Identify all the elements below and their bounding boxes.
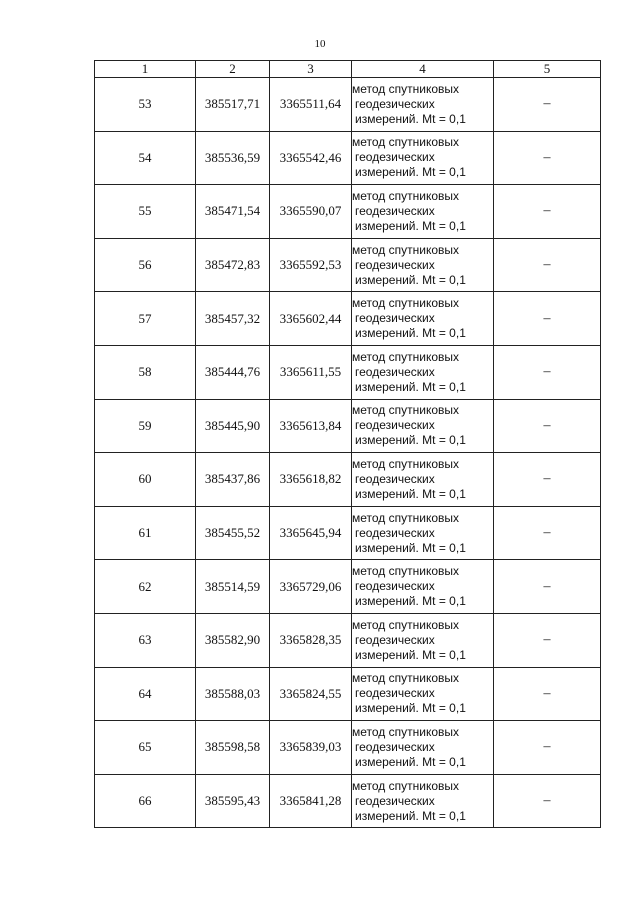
note-cell: –	[494, 453, 601, 507]
method-line: метод спутниковых	[352, 564, 460, 579]
method-line: метод спутниковых	[352, 81, 460, 96]
method-line: геодезических	[355, 739, 435, 754]
x-coordinate-cell: 385588,03	[196, 667, 270, 721]
method-cell	[352, 453, 494, 507]
x-coordinate-cell: 385471,54	[196, 185, 270, 239]
method-cell	[352, 345, 494, 399]
table-row	[95, 506, 601, 560]
note-cell: –	[494, 721, 601, 775]
method-line: метод спутниковых	[352, 296, 460, 311]
x-coordinate-cell: 385514,59	[196, 560, 270, 614]
method-line: метод спутниковых	[352, 456, 460, 471]
method-line: метод спутниковых	[352, 242, 460, 257]
table-body	[95, 78, 601, 828]
y-coordinate-cell: 3365828,35	[270, 613, 352, 667]
note-cell: –	[494, 399, 601, 453]
method-line: геодезических	[355, 311, 435, 326]
method-line: метод спутниковых	[352, 510, 460, 525]
method-line: геодезических	[355, 364, 435, 379]
method-line: геодезических	[355, 579, 435, 594]
x-coordinate-cell: 385472,83	[196, 238, 270, 292]
y-coordinate-cell: 3365839,03	[270, 721, 352, 775]
method-line: геодезических	[355, 793, 435, 808]
point-number-cell: 57	[95, 292, 196, 346]
table-row	[95, 345, 601, 399]
method-line: геодезических	[355, 203, 435, 218]
point-number-cell: 63	[95, 613, 196, 667]
method-cell	[352, 506, 494, 560]
method-cell	[352, 667, 494, 721]
method-line: измерений. Mt = 0,1	[355, 754, 466, 769]
method-line: измерений. Mt = 0,1	[355, 486, 466, 501]
y-coordinate-cell: 3365613,84	[270, 399, 352, 453]
point-number-cell: 54	[95, 131, 196, 185]
method-line: метод спутниковых	[352, 617, 460, 632]
method-line: геодезических	[355, 257, 435, 272]
note-cell: –	[494, 774, 601, 828]
note-cell: –	[494, 613, 601, 667]
table-row	[95, 78, 601, 132]
method-cell	[352, 185, 494, 239]
x-coordinate-cell: 385595,43	[196, 774, 270, 828]
point-number-cell: 66	[95, 774, 196, 828]
page-number: 10	[314, 38, 326, 50]
note-cell: –	[494, 185, 601, 239]
table-row	[95, 238, 601, 292]
y-coordinate-cell: 3365602,44	[270, 292, 352, 346]
x-coordinate-cell: 385455,52	[196, 506, 270, 560]
table-row	[95, 560, 601, 614]
x-coordinate-cell: 385536,59	[196, 131, 270, 185]
table-row	[95, 185, 601, 239]
x-coordinate-cell: 385444,76	[196, 345, 270, 399]
method-line: измерений. Mt = 0,1	[355, 272, 466, 287]
method-line: измерений. Mt = 0,1	[355, 379, 466, 394]
x-coordinate-cell: 385517,71	[196, 78, 270, 132]
point-number-cell: 58	[95, 345, 196, 399]
x-coordinate-cell: 385457,32	[196, 292, 270, 346]
table-row	[95, 292, 601, 346]
method-line: метод спутниковых	[352, 403, 460, 418]
point-number-cell: 61	[95, 506, 196, 560]
method-line: измерений. Mt = 0,1	[355, 326, 466, 341]
y-coordinate-cell: 3365841,28	[270, 774, 352, 828]
method-line: геодезических	[355, 686, 435, 701]
point-number-cell: 64	[95, 667, 196, 721]
method-line: измерений. Mt = 0,1	[355, 218, 466, 233]
method-line: измерений. Mt = 0,1	[355, 540, 466, 555]
method-cell	[352, 560, 494, 614]
x-coordinate-cell: 385437,86	[196, 453, 270, 507]
table-row	[95, 453, 601, 507]
method-line: геодезических	[355, 471, 435, 486]
note-cell: –	[494, 667, 601, 721]
column-header-2: 2	[196, 61, 270, 78]
method-line: измерений. Mt = 0,1	[355, 165, 466, 180]
method-line: геодезических	[355, 96, 435, 111]
table-row	[95, 131, 601, 185]
point-number-cell: 60	[95, 453, 196, 507]
y-coordinate-cell: 3365592,53	[270, 238, 352, 292]
y-coordinate-cell: 3365511,64	[270, 78, 352, 132]
table-row	[95, 613, 601, 667]
method-line: геодезических	[355, 150, 435, 165]
method-line: геодезических	[355, 418, 435, 433]
method-cell	[352, 78, 494, 132]
table-header-row	[95, 61, 601, 78]
point-number-cell: 62	[95, 560, 196, 614]
method-line: измерений. Mt = 0,1	[355, 647, 466, 662]
method-line: метод спутниковых	[352, 349, 460, 364]
table-row	[95, 774, 601, 828]
method-line: геодезических	[355, 632, 435, 647]
x-coordinate-cell: 385445,90	[196, 399, 270, 453]
method-cell	[352, 292, 494, 346]
method-line: метод спутниковых	[352, 671, 460, 686]
column-header-3: 3	[270, 61, 352, 78]
method-line: метод спутниковых	[352, 724, 460, 739]
method-line: метод спутниковых	[352, 778, 460, 793]
point-number-cell: 59	[95, 399, 196, 453]
note-cell: –	[494, 560, 601, 614]
method-cell	[352, 613, 494, 667]
note-cell: –	[494, 131, 601, 185]
note-cell: –	[494, 506, 601, 560]
table-row	[95, 721, 601, 775]
column-header-4: 4	[352, 61, 494, 78]
method-line: измерений. Mt = 0,1	[355, 111, 466, 126]
method-line: измерений. Mt = 0,1	[355, 701, 466, 716]
method-cell	[352, 721, 494, 775]
note-cell: –	[494, 238, 601, 292]
note-cell: –	[494, 345, 601, 399]
method-cell	[352, 238, 494, 292]
point-number-cell: 53	[95, 78, 196, 132]
method-line: измерений. Mt = 0,1	[355, 808, 466, 823]
method-line: измерений. Mt = 0,1	[355, 433, 466, 448]
method-cell	[352, 774, 494, 828]
y-coordinate-cell: 3365729,06	[270, 560, 352, 614]
note-cell: –	[494, 78, 601, 132]
table-row	[95, 667, 601, 721]
x-coordinate-cell: 385598,58	[196, 721, 270, 775]
method-line: метод спутниковых	[352, 188, 460, 203]
method-line: геодезических	[355, 525, 435, 540]
y-coordinate-cell: 3365590,07	[270, 185, 352, 239]
column-header-5: 5	[494, 61, 601, 78]
point-number-cell: 65	[95, 721, 196, 775]
y-coordinate-cell: 3365542,46	[270, 131, 352, 185]
y-coordinate-cell: 3365645,94	[270, 506, 352, 560]
note-cell: –	[494, 292, 601, 346]
column-header-1: 1	[95, 61, 196, 78]
point-number-cell: 55	[95, 185, 196, 239]
point-number-cell: 56	[95, 238, 196, 292]
y-coordinate-cell: 3365618,82	[270, 453, 352, 507]
x-coordinate-cell: 385582,90	[196, 613, 270, 667]
method-line: метод спутниковых	[352, 135, 460, 150]
method-line: измерений. Mt = 0,1	[355, 594, 466, 609]
y-coordinate-cell: 3365611,55	[270, 345, 352, 399]
method-cell	[352, 131, 494, 185]
coordinates-table	[94, 60, 601, 828]
method-cell	[352, 399, 494, 453]
y-coordinate-cell: 3365824,55	[270, 667, 352, 721]
table-row	[95, 399, 601, 453]
